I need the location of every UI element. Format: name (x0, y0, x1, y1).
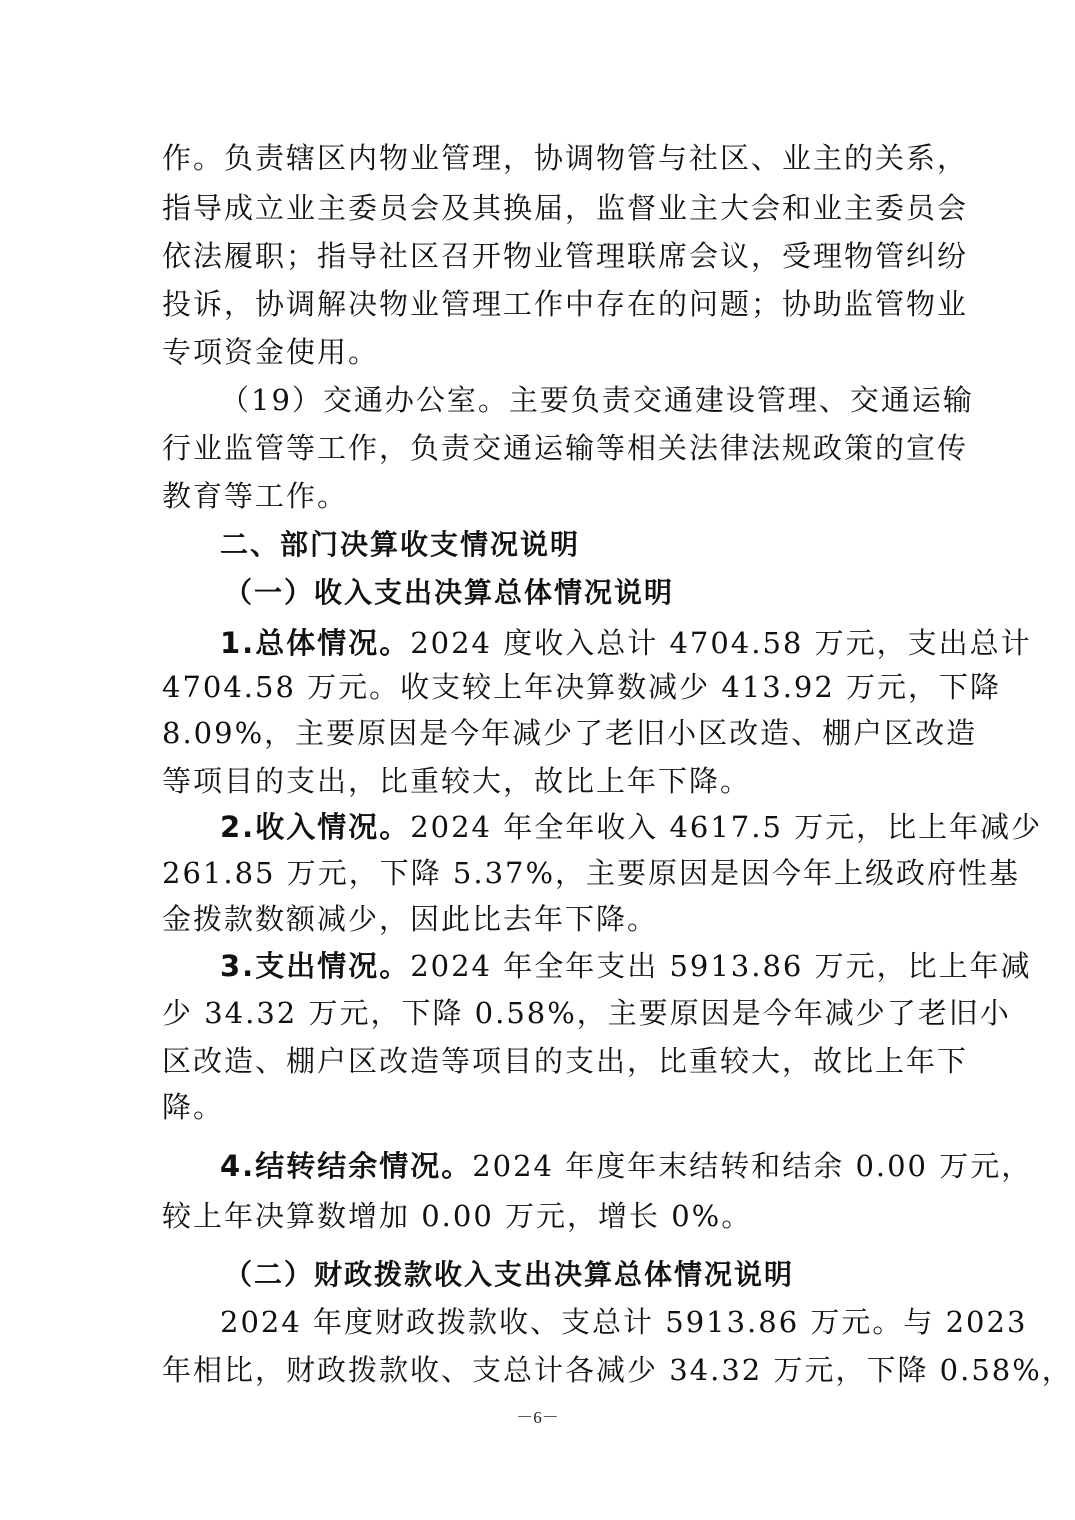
body-line: 区改造、棚户区改造等项目的支出，比重较大，故比上年下 (162, 1044, 969, 1078)
subsection-heading: （二）财政拨款收入支出决算总体情况说明 (224, 1258, 795, 1291)
body-line: 金拨款数额减少，因此比去年下降。 (162, 902, 659, 936)
body-line: 少 34.32 万元，下降 0.58%，主要原因是今年减少了老旧小 (162, 996, 1011, 1030)
paragraph-text: 2024 年全年支出 5913.86 万元，比上年减 (410, 949, 1032, 983)
body-line: 261.85 万元，下降 5.37%，主要原因是因今年上级政府性基 (162, 856, 1021, 890)
subsection-heading: （一）收入支出决算总体情况说明 (224, 576, 675, 609)
body-line: 教育等工作。 (162, 479, 349, 513)
body-line: （19）交通办公室。主要负责交通建设管理、交通运输 (220, 383, 974, 417)
body-line: 指导成立业主委员会及其换届，监督业主大会和业主委员会 (162, 191, 969, 225)
paragraph-lead: 2.收入情况。 (220, 810, 411, 844)
body-line: 降。 (162, 1090, 225, 1124)
paragraph-lead: 4.结转结余情况。 (220, 1149, 473, 1183)
body-line: 行业监管等工作，负责交通运输等相关法律法规政策的宣传 (162, 431, 969, 465)
paragraph-lead: 3.支出情况。 (220, 949, 411, 983)
body-line: 4704.58 万元。收支较上年决算数减少 413.92 万元，下降 (162, 670, 1002, 704)
paragraph-text: 2024 度收入总计 4704.58 万元，支出总计 (410, 626, 1032, 660)
body-line: 8.09%，主要原因是今年减少了老旧小区改造、棚户区改造 (162, 716, 978, 750)
body-line: 专项资金使用。 (162, 335, 380, 369)
paragraph-text: 2024 年全年收入 4617.5 万元，比上年减少 (410, 810, 1043, 844)
body-line: 等项目的支出，比重较大，故比上年下降。 (162, 764, 752, 798)
body-line: 投诉，协调解决物业管理工作中存在的问题；协助监管物业 (162, 287, 969, 321)
body-line: 依法履职；指导社区召开物业管理联席会议，受理物管纠纷 (162, 239, 969, 273)
paragraph-line (220, 623, 1032, 663)
paragraph-line (220, 1146, 1033, 1186)
section-heading: 二、部门决算收支情况说明 (220, 528, 581, 561)
body-line: 2024 年度财政拨款收、支总计 5913.86 万元。与 2023 (220, 1305, 1028, 1339)
body-line: 较上年决算数增加 0.00 万元，增长 0%。 (162, 1199, 753, 1233)
page-number: －6－ (516, 1408, 559, 1427)
paragraph-line (220, 946, 1032, 986)
body-line: 作。负责辖区内物业管理，协调物管与社区、业主的关系， (162, 141, 969, 175)
paragraph-line (220, 807, 1043, 847)
paragraph-text: 2024 年度年末结转和结余 0.00 万元， (472, 1149, 1033, 1183)
paragraph-lead: 1.总体情况。 (220, 626, 411, 660)
body-line: 年相比，财政拨款收、支总计各减少 34.32 万元，下降 0.58%， (162, 1353, 1073, 1387)
